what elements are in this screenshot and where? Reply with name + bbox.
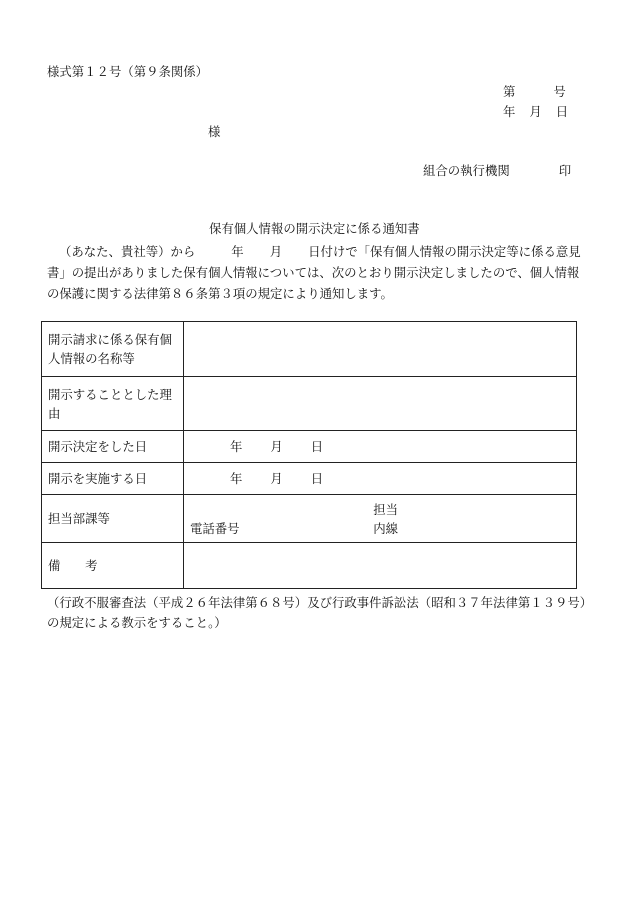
table-row <box>42 495 577 543</box>
doc-no-prefix: 第 <box>503 84 516 99</box>
doc-no-suffix: 号 <box>553 84 566 99</box>
implementation-date-month: 月 <box>270 471 283 486</box>
date-month: 月 <box>529 104 542 119</box>
extension-label: 内線 <box>373 520 398 536</box>
form-number: 様式第１２号（第９条関係） <box>47 64 209 79</box>
row-label-reason: 開示することとした理由 <box>42 377 184 431</box>
row-label-department: 担当部課等 <box>42 495 184 543</box>
row-label-info-name: 開示請求に係る保有個人情報の名称等 <box>42 322 184 377</box>
decision-date-month: 月 <box>270 439 283 454</box>
document-number-line <box>503 85 566 100</box>
issuer-line <box>423 164 571 179</box>
implementation-date-field[interactable] <box>184 463 577 495</box>
person-extension <box>373 500 398 538</box>
table-row <box>42 322 577 377</box>
implementation-date-year: 年 <box>230 471 243 486</box>
issuer-name: 組合の執行機関 <box>423 163 510 178</box>
date-year: 年 <box>503 104 516 119</box>
table-row <box>42 377 577 431</box>
table-row <box>42 543 577 589</box>
row-label-decision-date: 開示決定をした日 <box>42 431 184 463</box>
body-month: 月 <box>269 244 283 259</box>
remarks-field[interactable] <box>184 543 577 589</box>
body-year: 年 <box>231 244 244 259</box>
table-row <box>42 431 577 463</box>
decision-date-year: 年 <box>230 439 243 454</box>
info-name-field[interactable] <box>184 322 577 377</box>
body-part1: （あなた、貴社等）から <box>59 244 196 259</box>
issue-date-line <box>503 105 568 120</box>
addressee: 様 <box>208 124 221 139</box>
table-row <box>42 463 577 495</box>
person-label: 担当 <box>373 501 398 517</box>
decision-date-field[interactable] <box>184 431 577 463</box>
document-title: 保有個人情報の開示決定に係る通知書 <box>209 221 420 236</box>
body-part2: 日付けで「保有個人情報の開示決定等に係る意見書」の提出がありました保有個人情報については、次のとおり開示決定しましたので、個人情報の保護に関する法律第８６条第３項の規定により通知します。 <box>47 244 581 301</box>
row-label-remarks: 備 考 <box>42 543 184 589</box>
implementation-date-day: 日 <box>310 471 324 486</box>
footnote: （行政不服審査法（平成２６年法律第６８号）及び行政事件訴訟法（昭和３７年法律第１３９号）の規定による教示をすること。） <box>47 595 586 630</box>
reason-field[interactable] <box>184 377 577 431</box>
department-field[interactable] <box>184 495 577 543</box>
row-label-implementation-date: 開示を実施する日 <box>42 463 184 495</box>
seal-mark: 印 <box>558 163 572 178</box>
department-contact <box>190 500 570 538</box>
decision-date-day: 日 <box>310 439 324 454</box>
body-paragraph <box>47 241 587 304</box>
phone-label: 電話番号 <box>190 520 240 536</box>
disclosure-info-table <box>41 321 577 589</box>
date-day: 日 <box>555 104 569 119</box>
